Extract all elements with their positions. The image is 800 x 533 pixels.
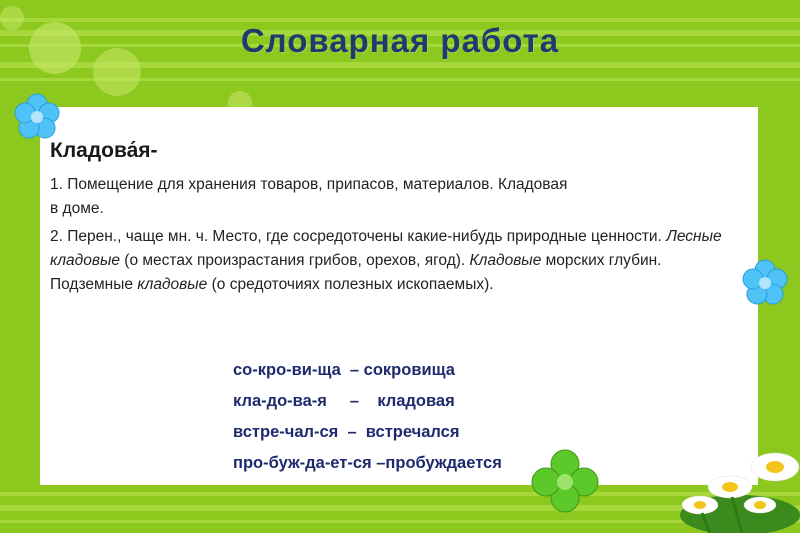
definition-2-italic-f: кладовые xyxy=(137,276,208,293)
definition-2-text-a: 2. Перен., чаще мн. ч. Место, где сосредоточены какие-нибудь природные ценности. xyxy=(50,228,667,245)
daisy-flowers-icon xyxy=(680,445,800,533)
blue-flower-icon xyxy=(740,258,790,308)
syllable-list xyxy=(233,355,502,479)
content-card xyxy=(40,107,758,485)
syllable-line: про-буж-да-ет-ся –пробуждается xyxy=(233,454,502,472)
page-title: Словарная работа xyxy=(240,22,560,59)
definition-2 xyxy=(50,225,748,297)
definition-1-line-1: 1. Помещение для хранения товаров, припасов, материалов. Кладовая xyxy=(50,176,568,193)
definition-2-text-g: (о средоточиях полезных ископаемых). xyxy=(207,276,494,293)
blue-flower-icon xyxy=(12,92,62,142)
clover-icon xyxy=(528,448,602,518)
definition-2-text-e: морских глубин. Подземные xyxy=(50,252,662,293)
syllable-line: кла-до-ва-я – кладовая xyxy=(233,392,455,410)
definition-1-line-2: в доме. xyxy=(50,200,104,217)
definition-2-italic-b: Лесные кладовые xyxy=(50,228,722,269)
headword: Кладова́я- xyxy=(50,139,158,162)
definition-2-text-c: (о местах произрастания грибов, орехов, ягод). xyxy=(120,252,470,269)
syllable-line: со-кро-ви-ща – сокровища xyxy=(233,361,455,379)
definition-1 xyxy=(50,173,748,221)
definition-2-italic-d: Кладовые xyxy=(469,252,542,269)
syllable-line: встре-чал-ся – встречался xyxy=(233,423,460,441)
